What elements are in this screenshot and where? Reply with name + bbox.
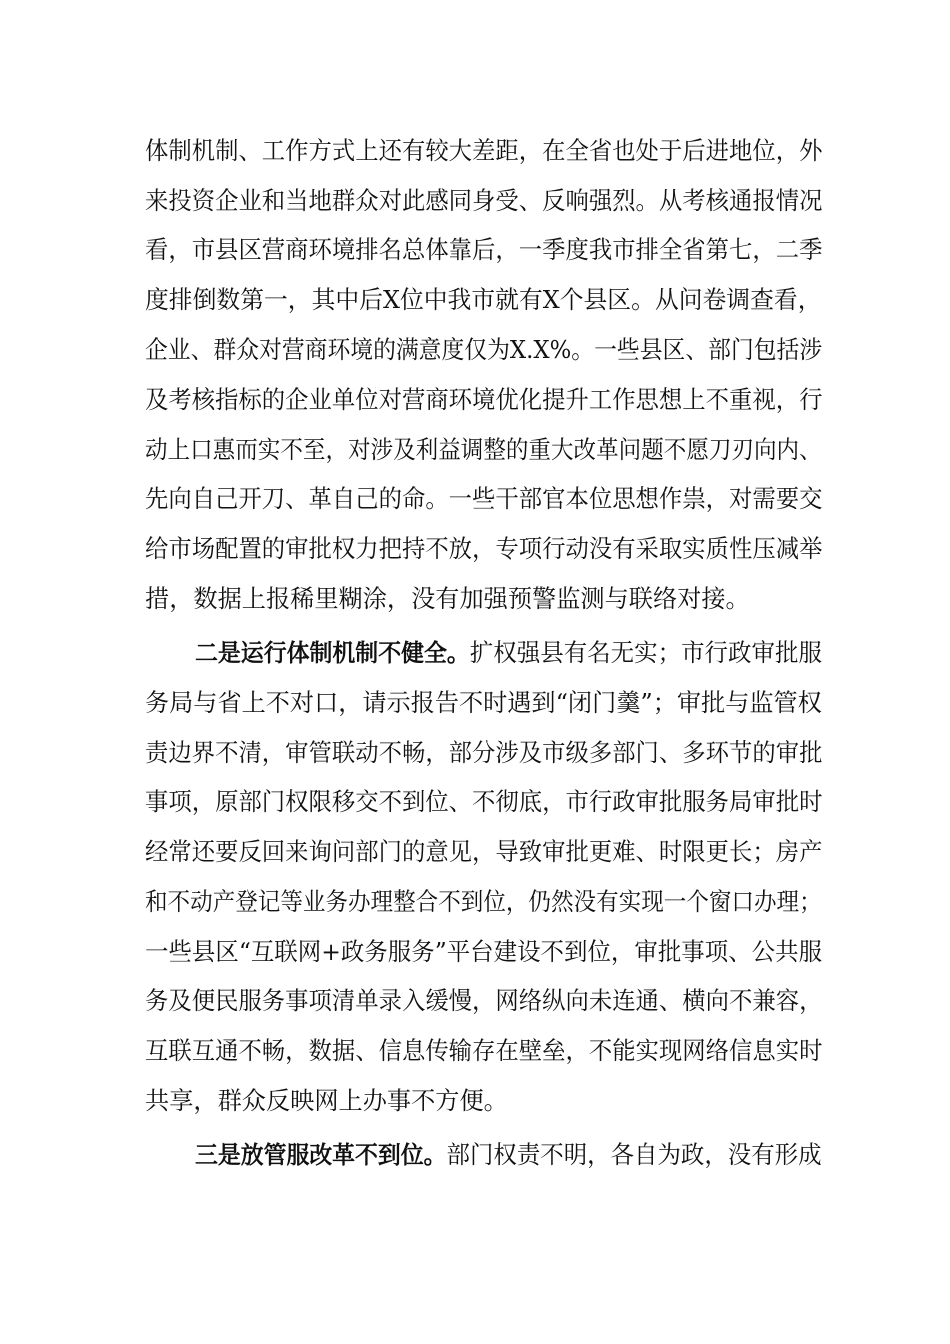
text-line: 及考核指标的企业单位对营商环境优化提升工作思想上不重视，行 bbox=[145, 386, 823, 414]
text-line: 责边界不清，审管联动不畅，部分涉及市级多部门、多环节的审批 bbox=[145, 739, 823, 767]
text-line: 先向自己开刀、革自己的命。一些干部官本位思想作祟，对需要交 bbox=[145, 485, 823, 513]
paragraph-first-line bbox=[195, 633, 822, 673]
text-line: 措，数据上报稀里糊涂，没有加强预警监测与联络对接。 bbox=[145, 585, 750, 613]
text-line: 互联互通不畅，数据、信息传输存在壁垒，不能实现网络信息实时 bbox=[145, 1037, 823, 1065]
paragraph-first-line bbox=[195, 1135, 822, 1175]
text-line: 看，市县区营商环境排名总体靠后，一季度我市排全省第七，二季 bbox=[145, 236, 823, 264]
text-line: 动上口惠而实不至，对涉及利益调整的重大改革问题不愿刀刃向内、 bbox=[145, 436, 822, 464]
paragraph-text: 扩权强县有名无实；市行政审批服 bbox=[469, 639, 822, 667]
paragraph-text: 部门权责不明，各自为政，没有形成 bbox=[446, 1141, 822, 1169]
text-line: 一些县区“互联网+政务服务”平台建设不到位，审批事项、公共服 bbox=[145, 938, 823, 966]
paragraph-heading: 三是放管服改革不到位。 bbox=[195, 1141, 447, 1169]
text-line: 体制机制、工作方式上还有较大差距，在全省也处于后进地位，外 bbox=[145, 137, 823, 165]
text-line: 给市场配置的审批权力把持不放，专项行动没有采取实质性压减举 bbox=[145, 535, 823, 563]
paragraph-heading: 二是运行体制机制不健全。 bbox=[195, 639, 470, 667]
text-line: 务局与省上不对口，请示报告不时遇到“闭门羹”；审批与监管权 bbox=[145, 689, 822, 717]
text-line: 和不动产登记等业务办理整合不到位，仍然没有实现一个窗口办理； bbox=[145, 888, 822, 916]
text-line: 经常还要反回来询问部门的意见，导致审批更难、时限更长；房产 bbox=[145, 838, 823, 866]
text-line: 企业、群众对营商环境的满意度仅为X.X%。一些县区、部门包括涉 bbox=[145, 336, 823, 364]
text-line: 度排倒数第一，其中后X位中我市就有X个县区。从问卷调查看， bbox=[145, 286, 822, 314]
text-line: 共享，群众反映网上办事不方便。 bbox=[145, 1087, 508, 1115]
text-line: 来投资企业和当地群众对此感同身受、反响强烈。从考核通报情况 bbox=[145, 187, 823, 215]
text-line: 事项，原部门权限移交不到位、不彻底，市行政审批服务局审批时 bbox=[145, 788, 823, 816]
text-line: 务及便民服务事项清单录入缓慢，网络纵向未连通、横向不兼容， bbox=[145, 987, 823, 1015]
